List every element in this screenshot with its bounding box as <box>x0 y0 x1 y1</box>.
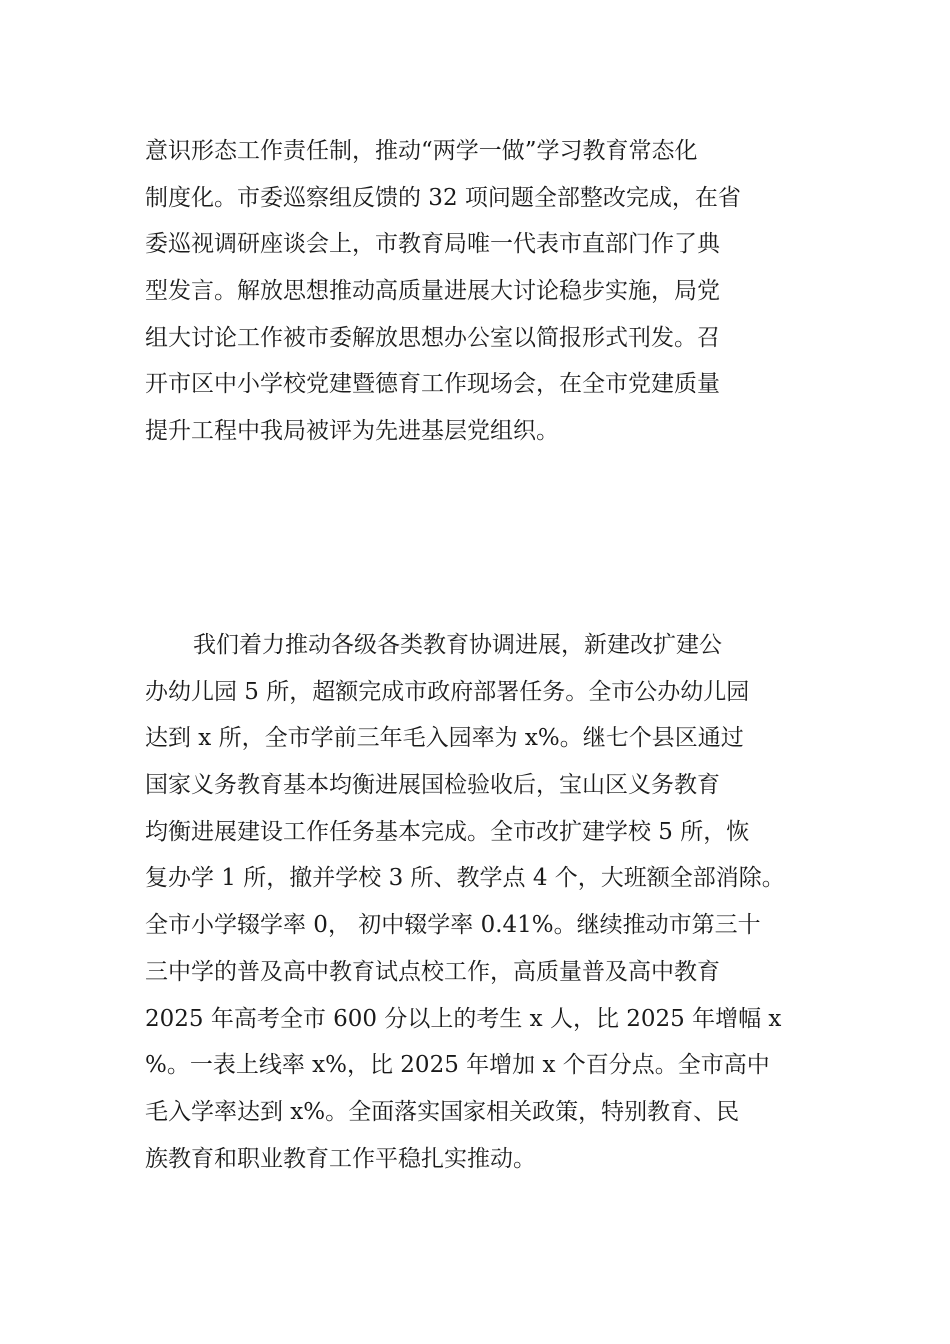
text-line: 办幼儿园 5 所，超额完成市政府部署任务。全市公办幼儿园 <box>145 678 750 705</box>
text-line: 2025 年高考全市 600 分以上的考生 x 人，比 2025 年增幅 x <box>145 1005 782 1032</box>
text-line: 均衡进展建设工作任务基本完成。全市改扩建学校 5 所，恢 <box>145 818 750 845</box>
text-line: 族教育和职业教育工作平稳扎实推动。 <box>145 1145 536 1172</box>
text-line: 毛入学率达到 x%。全面落实国家相关政策，特别教育、民 <box>145 1098 740 1125</box>
paragraph-education-development <box>145 622 810 1182</box>
text-line: 制度化。市委巡察组反馈的 32 项问题全部整改完成，在省 <box>145 184 741 211</box>
text-line: 达到 x 所，全市学前三年毛入园率为 x%。继七个县区通过 <box>145 725 744 752</box>
text-line: 型发言。解放思想推动高质量进展大讨论稳步实施，局党 <box>145 278 720 305</box>
text-line: 全市小学辍学率 0， 初中辍学率 0.41%。继续推动市第三十 <box>145 912 761 939</box>
text-line: 组大讨论工作被市委解放思想办公室以简报形式刊发。召 <box>145 324 720 351</box>
text-line: 国家义务教育基本均衡进展国检验收后，宝山区义务教育 <box>145 772 720 799</box>
text-line: 我们着力推动各级各类教育协调进展，新建改扩建公 <box>193 632 722 658</box>
text-line: 开市区中小学校党建暨德育工作现场会，在全市党建质量 <box>145 371 720 398</box>
text-line: 委巡视调研座谈会上，市教育局唯一代表市直部门作了典 <box>145 231 720 258</box>
text-line: 提升工程中我局被评为先进基层党组织。 <box>145 418 559 445</box>
text-line: 复办学 1 所，撤并学校 3 所、教学点 4 个，大班额全部消除。 <box>145 865 785 892</box>
text-line: 三中学的普及高中教育试点校工作，高质量普及高中教育 <box>145 958 720 985</box>
paragraph-party-building <box>145 128 810 455</box>
text-line: 意识形态工作责任制，推动“两学一做”学习教育常态化 <box>145 138 698 164</box>
text-line: %。一表上线率 x%，比 2025 年增加 x 个百分点。全市高中 <box>145 1052 770 1079</box>
